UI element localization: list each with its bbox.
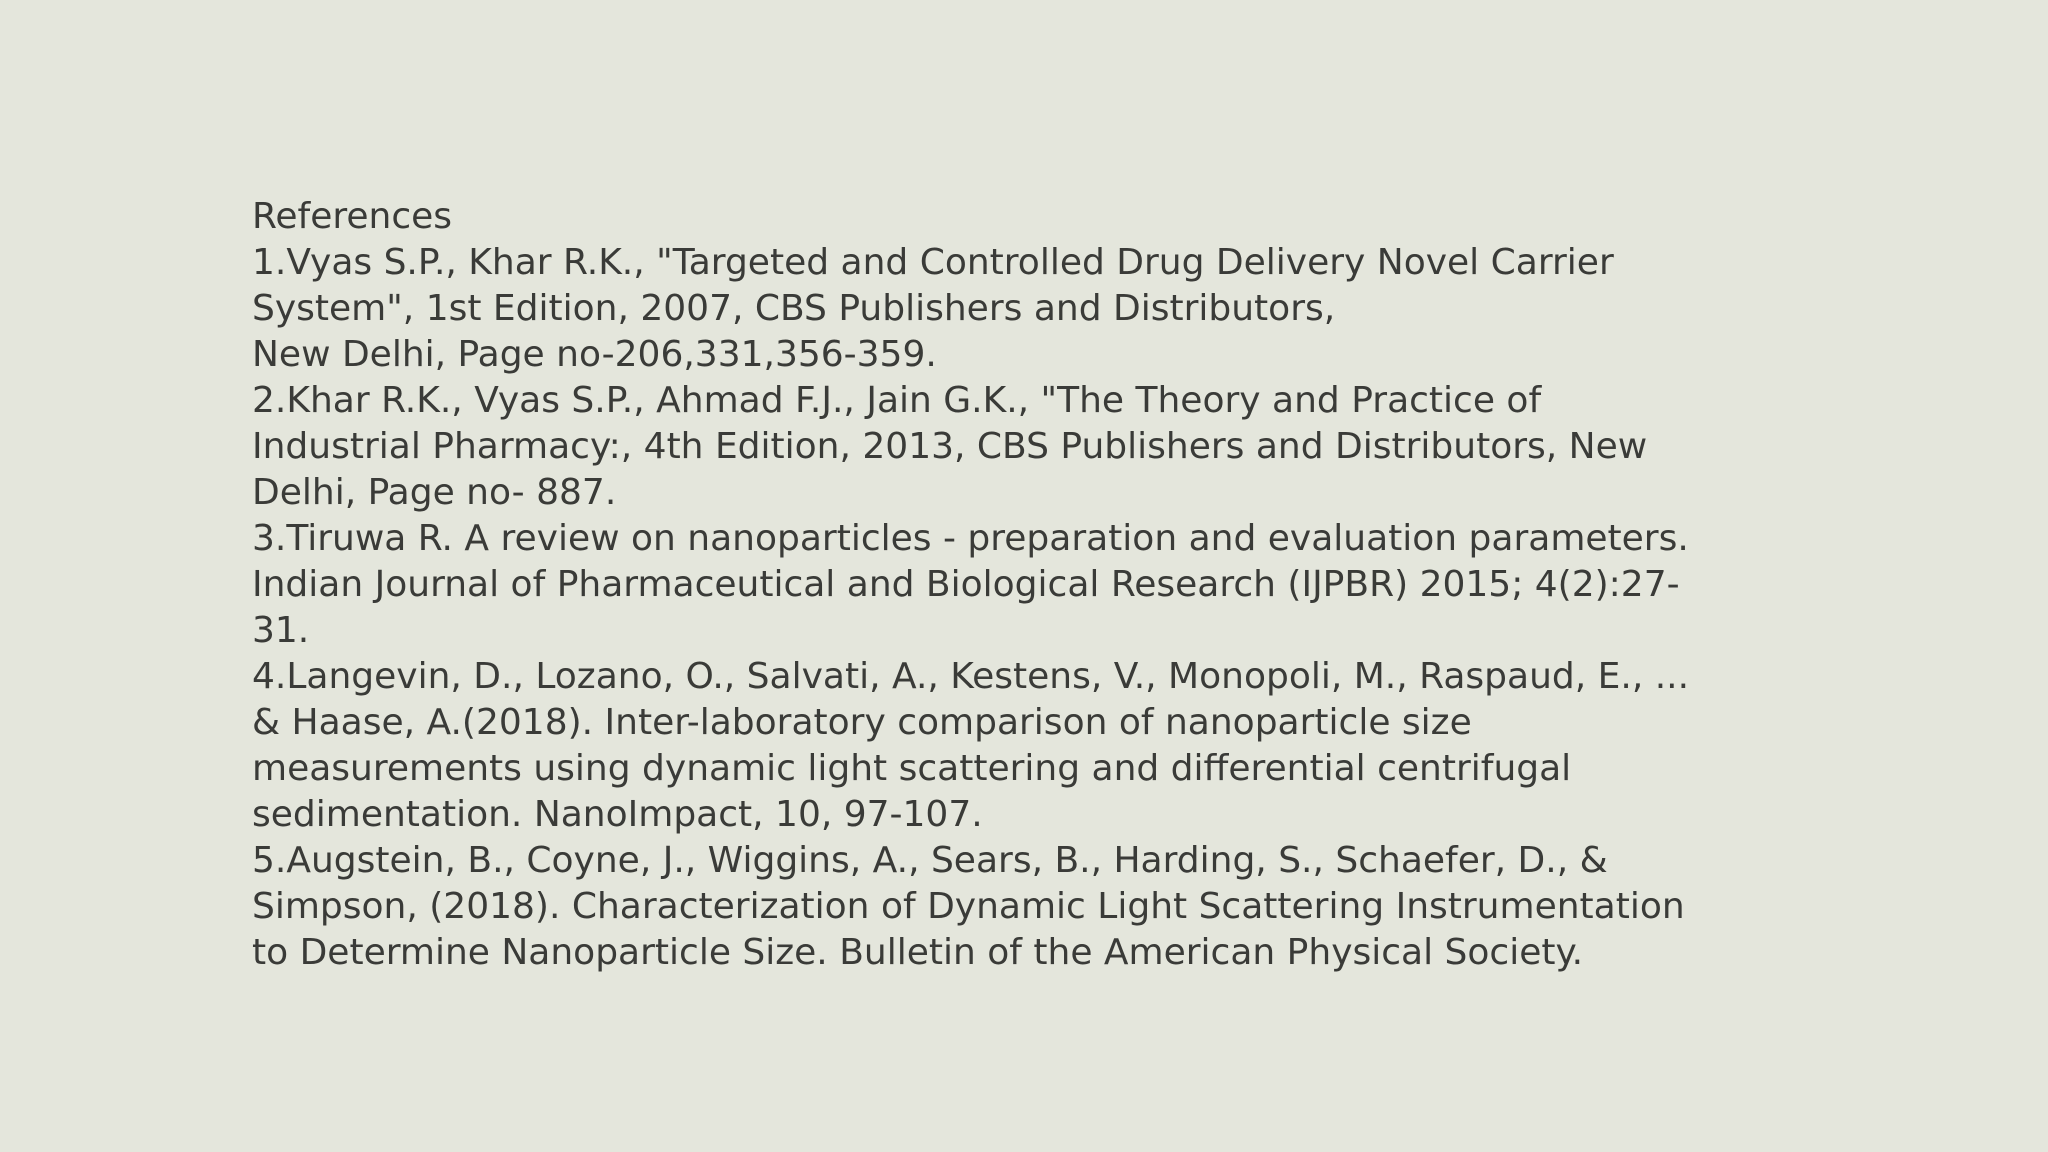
reference-2-line-2: Industrial Pharmacy:, 4th Edition, 2013, CBS Publishers and Distributors, New (252, 426, 1648, 467)
reference-3-line-2: Indian Journal of Pharmaceutical and Biological Research (IJPBR) 2015; 4(2):27- (252, 564, 1680, 605)
reference-3-line-3: 31. (252, 610, 310, 651)
reference-2-line-3: Delhi, Page no- 887. (252, 472, 617, 513)
reference-5-line-3: to Determine Nanoparticle Size. Bulletin of the American Physical Society. (252, 932, 1584, 973)
references-heading: References (252, 196, 453, 237)
reference-1-line-2: System", 1st Edition, 2007, CBS Publishers and Distributors, (252, 288, 1336, 329)
reference-4-line-4: sedimentation. NanoImpact, 10, 97-107. (252, 794, 983, 835)
reference-3-line-1: 3.Tiruwa R. A review on nanoparticles - preparation and evaluation parameters. (252, 518, 1689, 559)
reference-4-line-3: measurements using dynamic light scattering and differential centrifugal (252, 748, 1572, 789)
references-text-block (252, 194, 1712, 976)
reference-1-line-1: 1.Vyas S.P., Khar R.K., "Targeted and Controlled Drug Delivery Novel Carrier (252, 242, 1614, 283)
reference-4-line-1: 4.Langevin, D., Lozano, O., Salvati, A., Kestens, V., Monopoli, M., Raspaud, E., ... (252, 656, 1690, 697)
reference-2-line-1: 2.Khar R.K., Vyas S.P., Ahmad F.J., Jain G.K., "The Theory and Practice of (252, 380, 1542, 421)
reference-1-line-3: New Delhi, Page no-206,331,356-359. (252, 334, 937, 375)
reference-4-line-2: & Haase, A.(2018). Inter-laboratory comparison of nanoparticle size (252, 702, 1472, 743)
reference-5-line-1: 5.Augstein, B., Coyne, J., Wiggins, A., Sears, B., Harding, S., Schaefer, D., & (252, 840, 1608, 881)
reference-5-line-2: Simpson, (2018). Characterization of Dynamic Light Scattering Instrumentation (252, 886, 1685, 927)
